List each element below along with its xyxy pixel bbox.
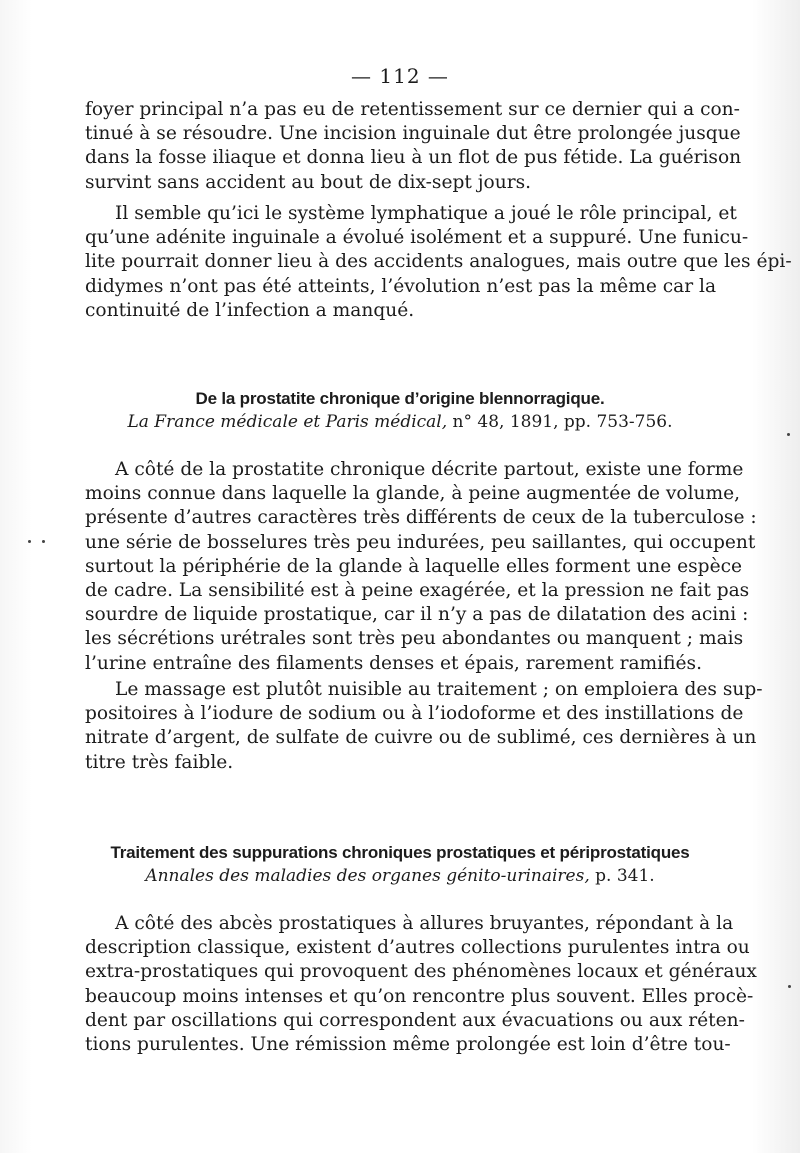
- text-line: présente d’autres caractères très différents de ceux de la tuberculose :: [85, 507, 757, 529]
- text-line: Il semble qu’ici le système lymphatique a joué le rôle principal, et: [115, 203, 737, 224]
- text-line: titre très faible.: [85, 751, 234, 773]
- paragraph-lymphatic: [85, 202, 792, 323]
- text-line: dans la fosse iliaque et donna lieu à un flot de pus fétide. La guérison: [85, 147, 742, 169]
- text-line: extra-prostatiques qui provoquent des phénomènes locaux et généraux: [85, 961, 757, 983]
- text-line: lite pourrait donner lieu à des accidents analogues, mais outre que les épi-: [85, 251, 792, 273]
- scan-speck: [42, 540, 45, 543]
- paragraph-continuation: [85, 98, 742, 195]
- text-line: de cadre. La sensibilité est à peine exagérée, et la pression ne fait pas: [85, 579, 750, 601]
- text-line: didymes n’ont pas été atteints, l’évolution n’est pas la même car la: [85, 275, 717, 297]
- text-line: Le massage est plutôt nuisible au traitement ; on emploiera des sup-: [115, 679, 763, 700]
- citation-journal: La France médicale et Paris médical,: [127, 412, 448, 432]
- text-line: continuité de l’infection a manqué.: [85, 299, 415, 321]
- text-line: A côté des abcès prostatiques à allures bruyantes, répondant à la: [115, 913, 734, 934]
- section-citation-suppurations: [0, 866, 800, 886]
- section-title-prostatite: De la prostatite chronique d’origine blennorragique.: [195, 389, 605, 408]
- text-line: qu’une adénite inguinale a évolué isolément et a suppuré. Une funicu-: [85, 227, 749, 249]
- text-line: beaucoup moins intenses et qu’on rencontre plus souvent. Elles procè-: [85, 985, 754, 1007]
- scan-speck: [788, 985, 791, 988]
- text-line: description classique, existent d’autres collections purulentes intra ou: [85, 937, 750, 959]
- text-line: tions purulentes. Une rémission même prolongée est loin d’être tou-: [85, 1033, 731, 1055]
- text-line: A côté de la prostatite chronique décrite partout, existe une forme: [115, 459, 744, 480]
- paragraph-abces: [85, 912, 757, 1057]
- text-line: foyer principal n’a pas eu de retentissement sur ce dernier qui a con-: [85, 99, 740, 120]
- text-line: une série de bosselures très peu indurées, peu saillantes, qui occupent: [85, 531, 756, 553]
- section-title-suppurations: Traitement des suppurations chroniques prostatiques et périprostatiques: [110, 843, 690, 862]
- citation-reference: n° 48, 1891, pp. 753-756.: [447, 412, 673, 432]
- citation-reference: p. 341.: [589, 866, 655, 886]
- text-line: sourdre de liquide prostatique, car il n’y a pas de dilatation des acini :: [85, 604, 749, 626]
- text-line: survint sans accident au bout de dix-sept jours.: [85, 171, 532, 193]
- scan-speck: [787, 433, 790, 436]
- text-line: tinué à se résoudre. Une incision inguinale dut être prolongée jusque: [85, 123, 741, 145]
- paragraph-treatment: [85, 678, 763, 775]
- section-citation-prostatite: [0, 412, 800, 432]
- paragraph-prostatite-description: [85, 458, 757, 676]
- text-line: nitrate d’argent, de sulfate de cuivre ou de sublimé, ces dernières à un: [85, 727, 757, 749]
- scan-speck: [28, 540, 31, 543]
- text-line: dent par oscillations qui correspondent aux évacuations ou aux réten-: [85, 1009, 745, 1031]
- text-line: les sécrétions urétrales sont très peu abondantes ou manquent ; mais: [85, 628, 744, 650]
- text-line: surtout la périphérie de la glande à laquelle elles forment une espèce: [85, 555, 742, 577]
- text-line: positoires à l’iodure de sodium ou à l’iodoforme et des instillations de: [85, 703, 744, 725]
- text-line: l’urine entraîne des filaments denses et épais, rarement ramifiés.: [85, 652, 702, 674]
- page-number: — 112 —: [351, 64, 449, 88]
- text-line: moins connue dans laquelle la glande, à peine augmentée de volume,: [85, 483, 741, 505]
- citation-journal: Annales des maladies des organes génito-urinaires,: [145, 866, 590, 886]
